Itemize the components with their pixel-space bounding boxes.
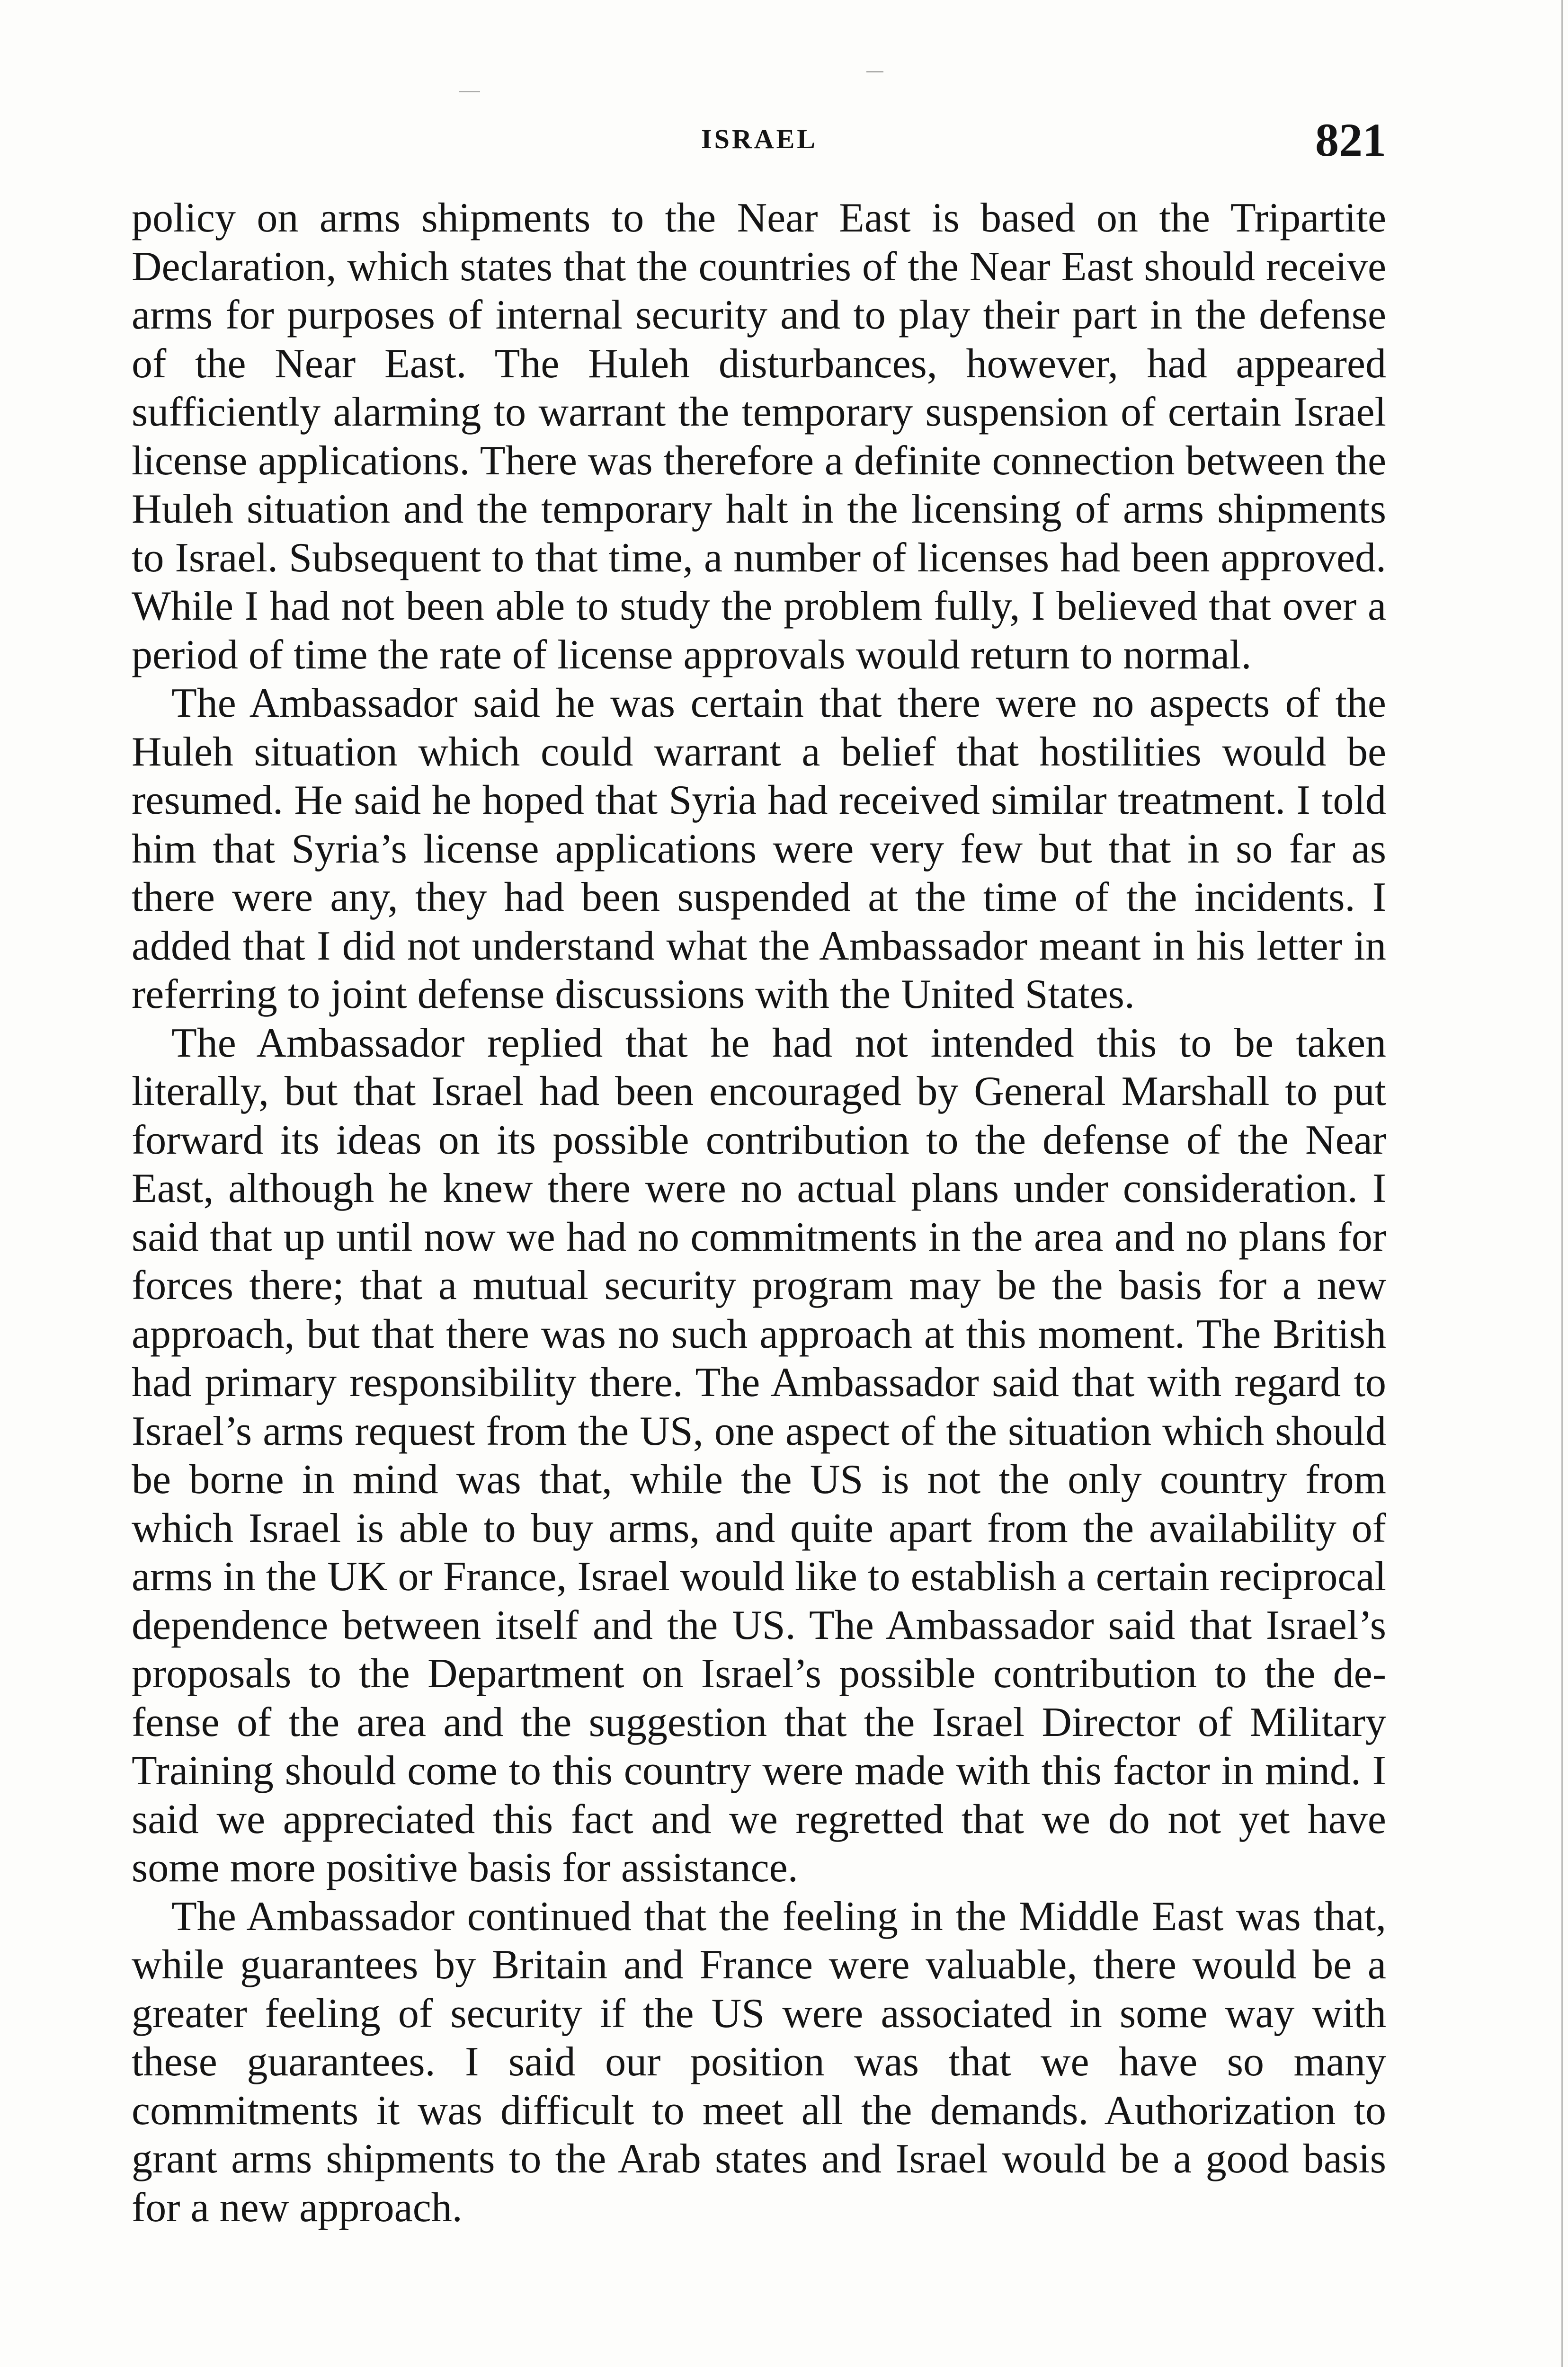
paragraph-4: The Ambassador continued that the feeling in the Middle East was that, while guarantees by Britain and France were valuable, there would be a greater feeling of security if the US were associated in some way with these guarantees. I said our position was that we have so many commitments it was difficult to meet all the demands. Authorization to grant arms shipments to the Arab states and Israel would be a good basis for a new approach. xyxy=(132,1893,1386,2231)
scan-artifact xyxy=(866,71,883,72)
running-head: ISRAEL xyxy=(701,124,818,154)
paragraph-3: The Ambassador replied that he had not intended this to be taken literally, but that Israel had been encouraged by General Marshall to put forward its ideas on its possible contribution to the defense of the Near East, although he knew there were no actual plans under consideration. I said that up until now we had no commitments in the area and no plans for forces there; that a mutual security program may be the basis for a new approach, but that there was no such approach at this moment. The British had primary responsibility there. The Ambassador said that with regard to Israel’s arms request from the US, one aspect of the situation which should be borne in mind was that, while the US is not the only country from which Israel is able to buy arms, and quite apart from the availability of arms in the UK or France, Israel would like to establish a certain reciprocal dependence between itself and the US. The Ambassador said that Israel’s proposals to the Department on Israel’s possible contribution to the defense of the area and the suggestion that the Israel Director of Military Training should come to this country were made with this factor in mind. I said we appreciated this fact and we regretted that we do not yet have some more positive basis for assistance. xyxy=(132,1020,1386,1891)
body-text xyxy=(132,194,1386,2232)
page-number: 821 xyxy=(1315,114,1386,166)
paragraph-1: policy on arms shipments to the Near East is based on the Tripartite Declaration, which states that the countries of the Near East should receive arms for purposes of internal security and to play their part in the defense of the Near East. The Huleh disturbances, however, had appeared sufficiently alarming to warrant the temporary suspension of certain Israel license applications. There was therefore a definite connection between the Huleh situation and the temporary halt in the licensing of arms shipments to Israel. Subsequent to that time, a number of licenses had been approved. While I had not been able to study the problem fully, I believed that over a period of time the rate of license approvals would return to normal. xyxy=(132,195,1386,678)
page-header xyxy=(133,113,1386,165)
page-edge-line xyxy=(1561,0,1563,2367)
paragraph-2: The Ambassador said he was certain that there were no aspects of the Huleh situation which could warrant a belief that hostilities would be resumed. He said he hoped that Syria had received similar treatment. I told him that Syria’s license applications were very few but that in so far as there were any, they had been suspended at the time of the incidents. I added that I did not understand what the Ambassador meant in his letter in referring to joint defense discussions with the United States. xyxy=(132,680,1386,1017)
scan-artifact xyxy=(459,91,480,92)
